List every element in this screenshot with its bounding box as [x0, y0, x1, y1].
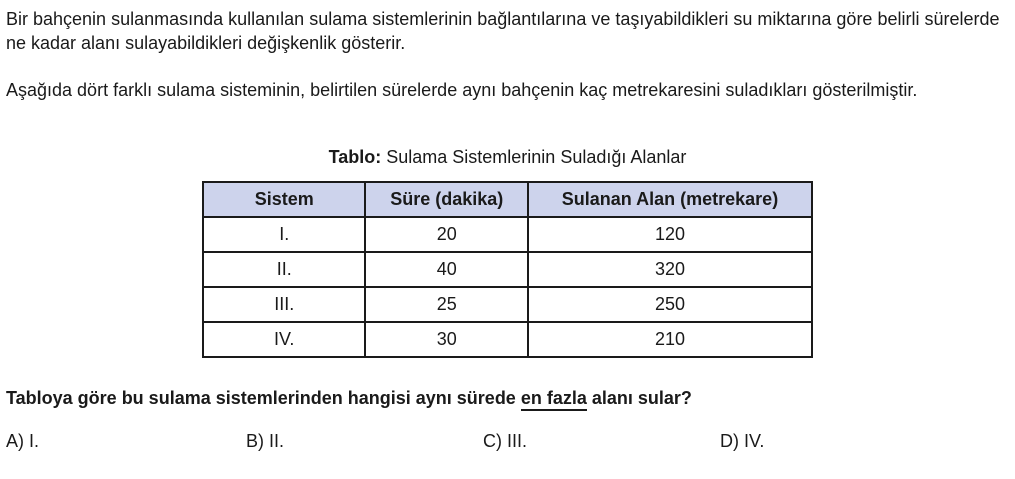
option-a[interactable]	[6, 429, 39, 453]
table-caption-text: Sulama Sistemlerinin Suladığı Alanlar	[381, 147, 687, 167]
option-a-letter: A)	[6, 431, 24, 451]
cell-area: 120	[528, 217, 812, 252]
cell-system: II.	[203, 252, 365, 287]
question-emphasis: en fazla	[521, 388, 587, 411]
cell-area: 250	[528, 287, 812, 322]
option-c-text: III.	[502, 431, 528, 451]
table-row	[203, 322, 812, 357]
cell-duration: 20	[365, 217, 528, 252]
option-a-text: I.	[24, 431, 40, 451]
cell-duration: 25	[365, 287, 528, 322]
question-after: alanı sular?	[586, 388, 692, 408]
option-b[interactable]	[246, 429, 284, 453]
irrigation-table	[202, 181, 813, 358]
table-row	[203, 217, 812, 252]
intro-paragraph: Bir bahçenin sulanmasında kullanılan sulama sistemlerinin bağlantılarına ve taşıyabildikleri su miktarına göre belirli sürelerde ne kadar alanı sulayabildikleri değişkenlik gösterir.	[6, 9, 1000, 53]
question-text	[6, 386, 1006, 410]
cell-area: 320	[528, 252, 812, 287]
cell-area: 210	[528, 322, 812, 357]
cell-duration: 30	[365, 322, 528, 357]
option-c-letter: C)	[483, 431, 502, 451]
option-d[interactable]	[720, 429, 764, 453]
header-area: Sulanan Alan (metrekare)	[528, 182, 812, 217]
table-row	[203, 252, 812, 287]
table-header-row	[203, 182, 812, 217]
cell-system: IV.	[203, 322, 365, 357]
question-before: Tabloya göre bu sulama sistemlerinden hangisi aynı sürede	[6, 388, 521, 408]
option-d-letter: D)	[720, 431, 739, 451]
option-b-text: II.	[264, 431, 285, 451]
header-system: Sistem	[203, 182, 365, 217]
table-row	[203, 287, 812, 322]
option-b-letter: B)	[246, 431, 264, 451]
option-c[interactable]	[483, 429, 527, 453]
description-paragraph: Aşağıda dört farklı sulama sisteminin, belirtilen sürelerde aynı bahçenin kaç metrekaresini suladıkları gösterilmiştir.	[6, 80, 918, 100]
option-d-text: IV.	[739, 431, 765, 451]
table-caption-label: Tablo:	[328, 147, 382, 167]
cell-system: III.	[203, 287, 365, 322]
header-duration: Süre (dakika)	[365, 182, 528, 217]
cell-duration: 40	[365, 252, 528, 287]
cell-system: I.	[203, 217, 365, 252]
table-caption	[0, 146, 1015, 168]
